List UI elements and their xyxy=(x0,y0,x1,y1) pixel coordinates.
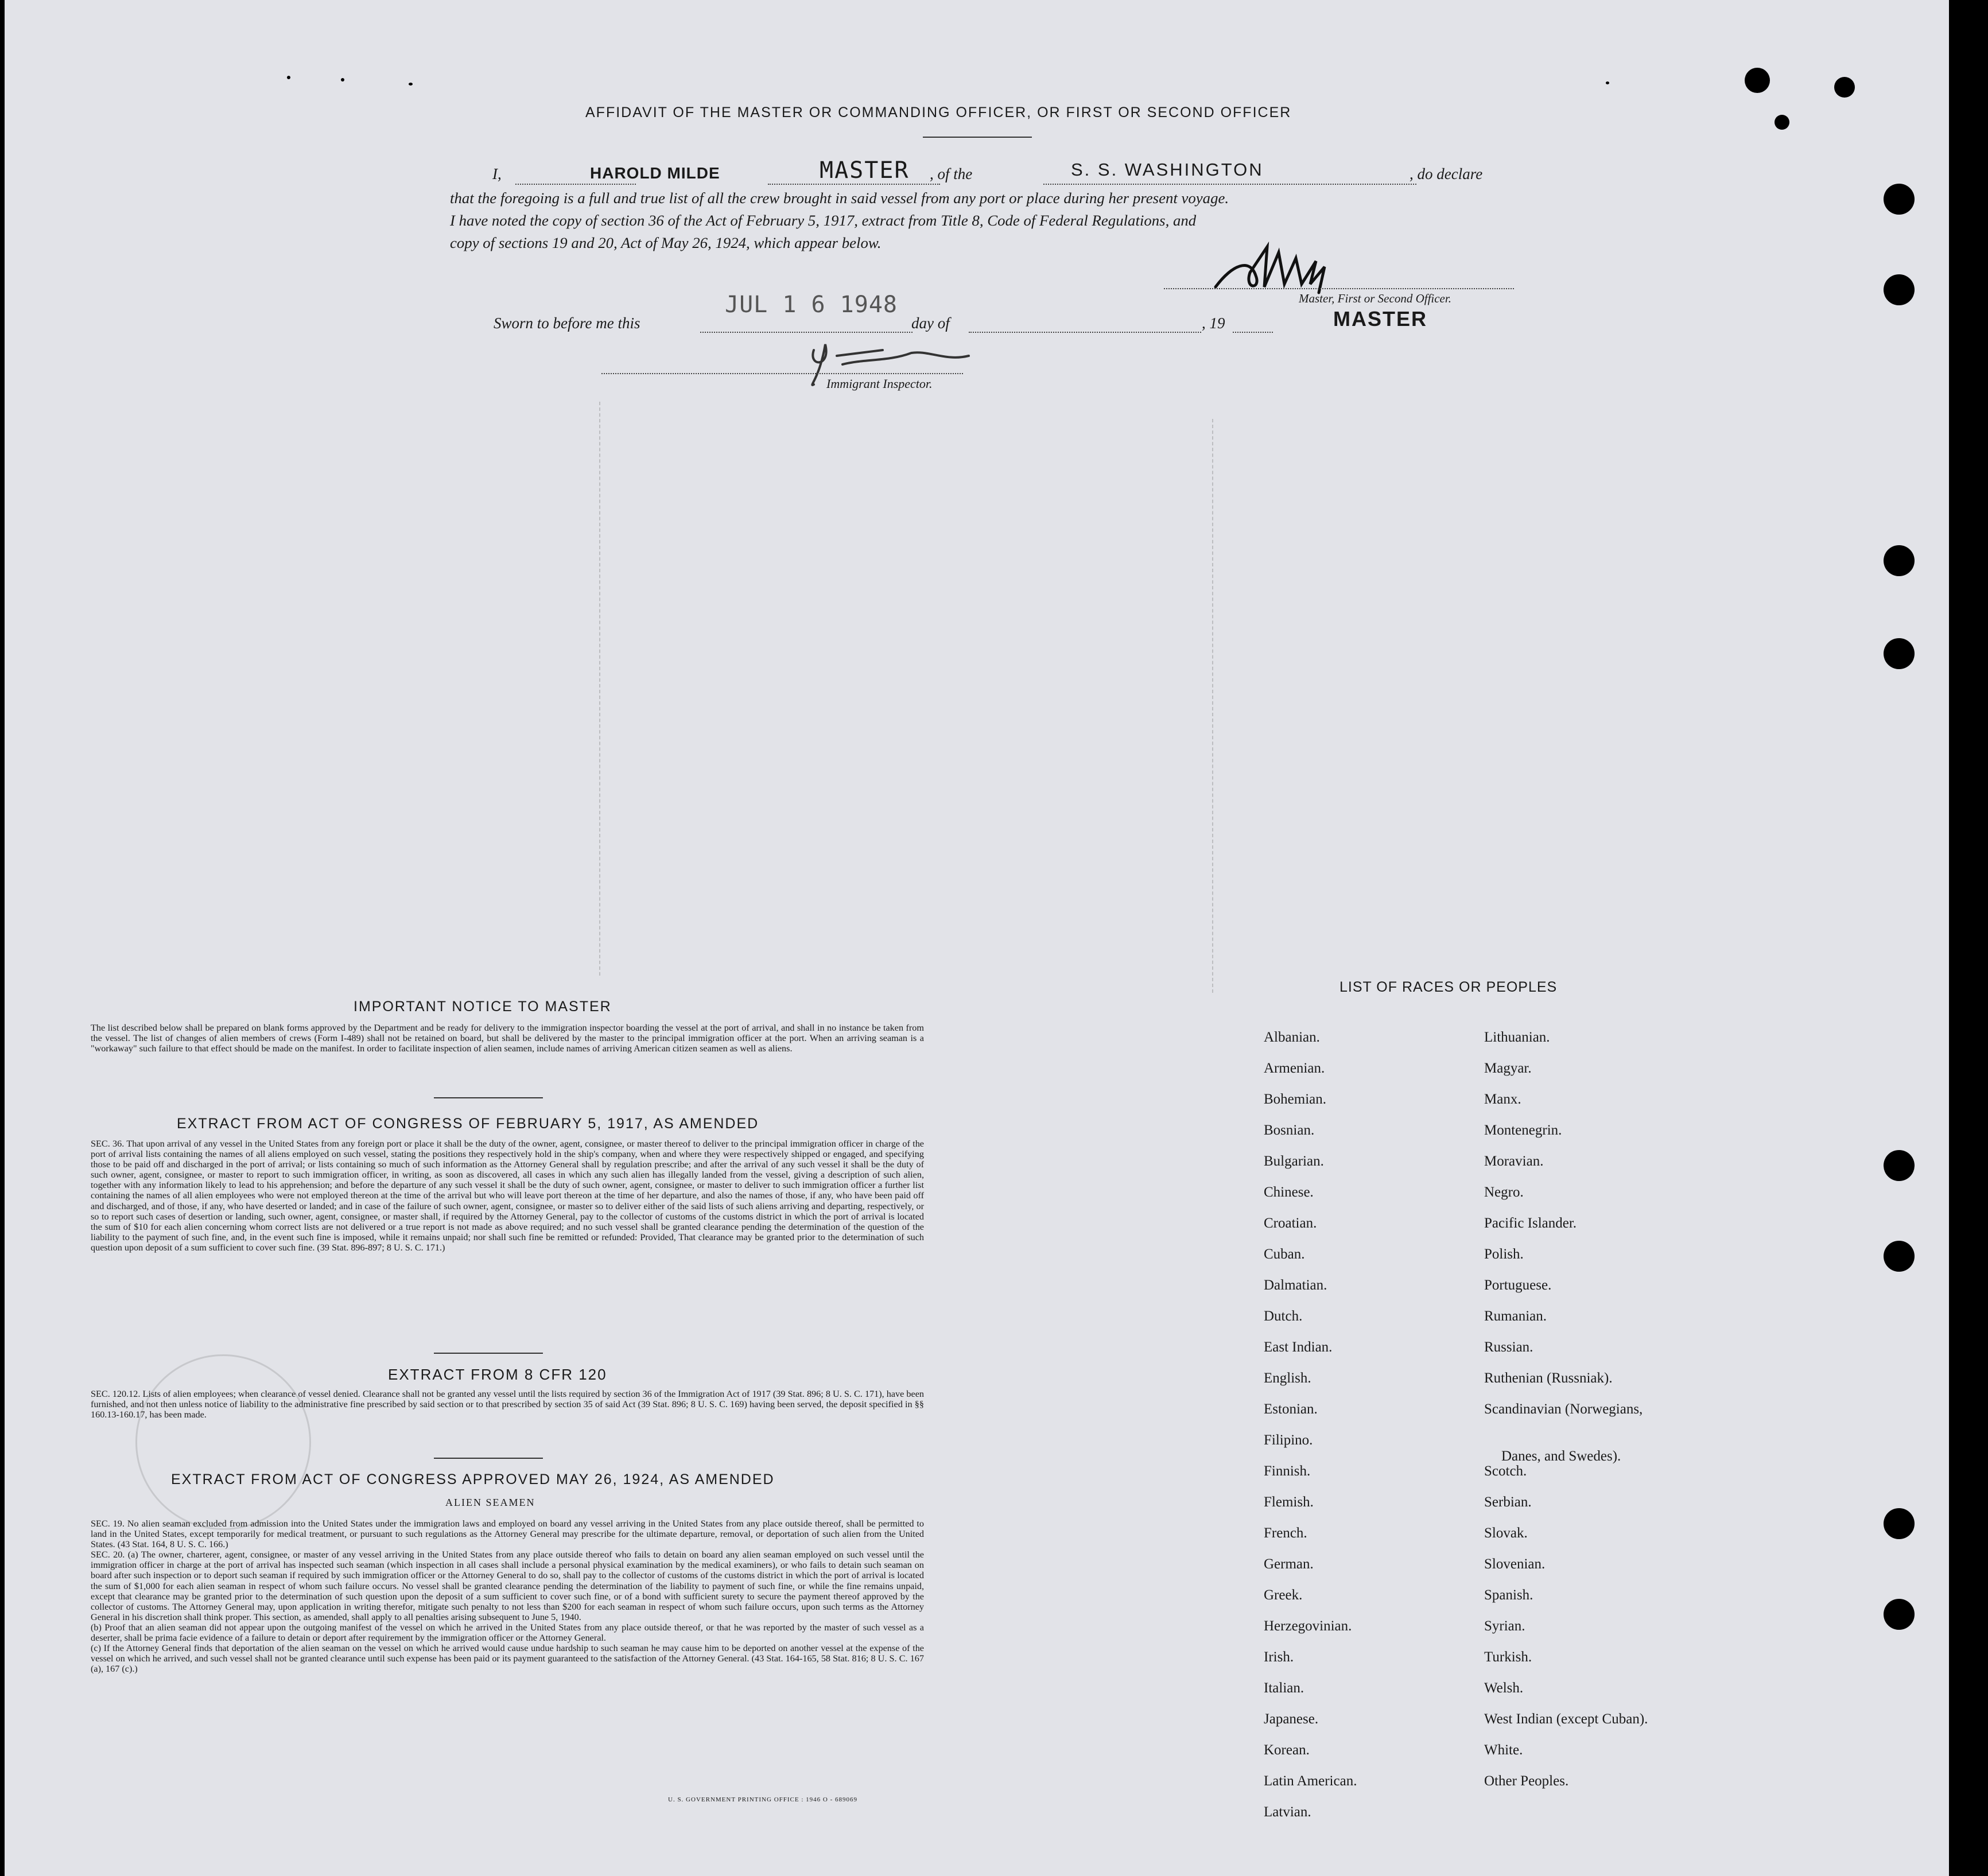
race-item: Ruthenian (Russniak). xyxy=(1484,1370,1613,1386)
race-item: Slovak. xyxy=(1484,1525,1528,1541)
race-item: Bulgarian. xyxy=(1264,1153,1324,1169)
year-line xyxy=(1233,332,1273,333)
sec-20a-text: SEC. 20. (a) The owner, charterer, agent, consignee, or master of any vessel arriving in the United States from any place outside thereof who fails to detain on board any alien seaman employed on such vessel until the immigration officer in charge at the port of arrival has inspected such seaman (which inspection in all cases shall include a personal physical examination by the medical examiners), or who fails to detain such seaman on board after such inspection or to deport such seaman if required by such immigration officer or the Attorney General to do so, shall pay to the collector of customs of the customs district in which the port of arrival is located the sum of $1,000 for each alien seaman in respect of whom such failure occurs. No vessel shall be granted clearance pending the determination of the liability to payment of such fine, or while the fine remains unpaid, except that clearance may be granted prior to the determination of such question upon the deposit of a sum sufficient to cover such fine, or of a bond with sufficient surety to secure the payment thereof approved by the collector of customs. The Attorney General may, upon application in writing therefor, mitigate such penalty to not less than $200 for each seaman in respect of whom such failure occurs, upon such terms as the Attorney General in his discretion shall think proper. This section, as amended, shall apply to all penalties arising subsequent to June 5, 1940. xyxy=(91,1549,924,1622)
speck-3 xyxy=(409,83,413,86)
signature-line xyxy=(1164,288,1514,289)
binder-hole-3 xyxy=(1884,545,1915,576)
day-of-label: day of xyxy=(911,314,950,332)
of-the-label: , of the xyxy=(930,165,973,182)
binder-hole-7 xyxy=(1884,1508,1915,1539)
vessel-name: S. S. WASHINGTON xyxy=(1071,160,1264,180)
title-rule xyxy=(923,137,1032,138)
race-item: Turkish. xyxy=(1484,1649,1532,1665)
race-item: Herzegovinian. xyxy=(1264,1618,1352,1634)
notice-title: IMPORTANT NOTICE TO MASTER xyxy=(354,999,612,1015)
race-item: Japanese. xyxy=(1264,1711,1319,1727)
races-left-column xyxy=(1264,1030,1470,1833)
race-item: Latin American. xyxy=(1264,1773,1357,1789)
extract-1924-text xyxy=(91,1518,924,1674)
race-item: Filipino. xyxy=(1264,1432,1313,1448)
faint-stamp xyxy=(135,1354,311,1530)
race-item: Estonian. xyxy=(1264,1401,1318,1417)
race-item: Bohemian. xyxy=(1264,1092,1327,1107)
binder-hole-1 xyxy=(1884,184,1915,215)
race-item: Portuguese. xyxy=(1484,1277,1552,1293)
blot-2 xyxy=(1775,115,1789,130)
race-item: Serbian. xyxy=(1484,1494,1532,1510)
affidavit-line-2: that the foregoing is a full and true list of all the crew brought in said vessel from any port or place during her present voyage. xyxy=(450,189,1229,207)
race-item: English. xyxy=(1264,1370,1311,1386)
race-item: Pacific Islander. xyxy=(1484,1215,1577,1231)
race-item: East Indian. xyxy=(1264,1339,1333,1355)
year-prefix: , 19 xyxy=(1202,314,1225,332)
race-item: Dutch. xyxy=(1264,1308,1303,1324)
speck-1 xyxy=(287,76,290,79)
binder-hole-5 xyxy=(1884,1150,1915,1181)
extract-1917-rule xyxy=(434,1353,543,1354)
binder-hole-8 xyxy=(1884,1599,1915,1630)
race-item: Scandinavian (Norwegians, xyxy=(1484,1401,1643,1417)
extract-cfr-title: EXTRACT FROM 8 CFR 120 xyxy=(388,1366,607,1383)
notice-text: The list described below shall be prepared on blank forms approved by the Department and be ready for delivery to the immigration inspector boarding the vessel at the port of arrival, and shall in no instance be taken from the vessel. The list of changes of alien members of crews (Form I-489) shall not be retained on board, but shall be delivered by the master to the principal immigration officer at the port. When an arriving seaman is a "workaway" such failure to that effect should be made on the manifest. In order to facilitate inspection of alien seamen, include names of arriving American citizen seamen as well as aliens. xyxy=(91,1023,924,1054)
rank-line xyxy=(768,184,940,185)
officer-title: MASTER xyxy=(1333,307,1427,331)
inspector-line xyxy=(601,373,963,374)
speck-2 xyxy=(341,78,344,81)
race-item: Negro. xyxy=(1484,1184,1524,1200)
alien-seamen-subtitle: ALIEN SEAMEN xyxy=(445,1497,535,1508)
race-item: West Indian (except Cuban). xyxy=(1484,1711,1648,1727)
race-item: Latvian. xyxy=(1264,1804,1311,1820)
race-item: Dalmatian. xyxy=(1264,1277,1327,1293)
race-item: Irish. xyxy=(1264,1649,1294,1665)
master-name: HAROLD MILDE xyxy=(590,164,720,182)
scan-margin xyxy=(1949,0,1988,1876)
race-item: Magyar. xyxy=(1484,1061,1532,1076)
race-item: Montenegrin. xyxy=(1484,1123,1562,1138)
sworn-prefix: Sworn to before me this xyxy=(494,314,640,332)
race-item: Croatian. xyxy=(1264,1215,1317,1231)
extract-1924-title: EXTRACT FROM ACT OF CONGRESS APPROVED MAY 26, 1924, AS AMENDED xyxy=(171,1471,775,1487)
sec-20b-text: (b) Proof that an alien seaman did not appear upon the outgoing manifest of the vessel on which he arrived in the United States from any place outside thereof, or that he was reported by the master of such vessel as a deserter, shall be prima facie evidence of a failure to detain or deport after requirement by the immigration officer or the Attorney General. xyxy=(91,1622,924,1644)
column-guide-right xyxy=(1212,419,1214,993)
speck-4 xyxy=(1606,81,1609,84)
master-signature xyxy=(1210,241,1382,298)
race-item: Bosnian. xyxy=(1264,1123,1315,1138)
race-item: Russian. xyxy=(1484,1339,1533,1355)
affidavit-line-4: copy of sections 19 and 20, Act of May 26, 1924, which appear below. xyxy=(450,234,882,251)
race-item: Manx. xyxy=(1484,1092,1521,1107)
race-item: Albanian. xyxy=(1264,1030,1320,1045)
affidavit-title: AFFIDAVIT OF THE MASTER OR COMMANDING OFFICER, OR FIRST OR SECOND OFFICER xyxy=(585,104,1292,121)
name-line xyxy=(515,184,636,185)
race-item: Finnish. xyxy=(1264,1463,1311,1479)
blot-3 xyxy=(1834,77,1855,98)
race-item: French. xyxy=(1264,1525,1307,1541)
races-title: LIST OF RACES OR PEOPLES xyxy=(1339,979,1558,995)
race-item: Chinese. xyxy=(1264,1184,1314,1200)
column-guide-left xyxy=(599,402,601,976)
extract-1917-title: EXTRACT FROM ACT OF CONGRESS OF FEBRUARY 5, 1917, AS AMENDED xyxy=(177,1116,759,1132)
officer-caption: Master, First or Second Officer. xyxy=(1299,292,1451,305)
race-item: Rumanian. xyxy=(1484,1308,1547,1324)
race-item: Other Peoples. xyxy=(1484,1773,1569,1789)
vessel-line xyxy=(1043,184,1416,185)
race-item: Slovenian. xyxy=(1484,1556,1546,1572)
extract-1917-text: SEC. 36. That upon arrival of any vessel in the United States from any foreign port or place it shall be the duty of the owner, agent, consignee, or master thereof to deliver to the principal immigration officer in charge of the port of arrival lists containing the names of all aliens employed on such vessel, stating the positions they respectively hold in the ship's company, when and where they were respectively shipped or engaged, and specifying those to be paid off and discharged in the port of arrival; or lists containing so much of such information as the Attorney General shall by regulation prescribe; and after the arrival of any such vessel it shall be the duty of such owner, agent, consignee, or master to report to such immigration officer, in writing, as soon as discovered, all cases in which any such alien has illegally landed from the vessel, giving a description of such alien, together with any information likely to lead to his apprehension; and before the departure of any such vessel it shall be the duty of such owner, agent, consignee, or master to deliver to such immigration officer a further list containing the names of all alien employees who were not employed thereon at the time of the arrival but who will leave port thereon at the time of her departure, and also the names of those, if any, who have been paid off and discharged, and of those, if any, who have deserted or landed; and in case of the failure of such owner, agent, consignee, or master so to deliver either of the said lists of such aliens arriving and departing, respectively, or so to report such cases of desertion or landing, such owner, agent, consignee, or master shall, if required by the Attorney General, pay to the collector of customs of the customs district in which the port of arrival is located the sum of $10 for each alien concerning whom correct lists are not delivered or a true report is not made as above required; and no such vessel shall be granted clearance pending the determination of the question of the liability to the payment of such fine, and, in the event such fine is imposed, while it remains unpaid; nor shall such fine be remitted or refunded: Provided, That clearance may be granted prior to the determination of such question upon deposit of a sum sufficient to cover such fine. (39 Stat. 896-897; 8 U. S. C. 171.) xyxy=(91,1139,924,1253)
race-item: Spanish. xyxy=(1484,1587,1533,1603)
race-item: White. xyxy=(1484,1742,1523,1758)
race-item: Italian. xyxy=(1264,1680,1304,1696)
month-line xyxy=(969,332,1201,333)
sec-20c-text: (c) If the Attorney General finds that deportation of the alien seaman on the vessel on which he arrived would cause undue hardship to such seaman he may cause him to be deported on another vessel at the expense of the vessel on which he arrived, and such vessel shall not be granted clearance until such expense has been paid or its payment guaranteed to the satisfaction of the Attorney General. (43 Stat. 164-165, 58 Stat. 816; 8 U. S. C. 167 (a), 167 (c).) xyxy=(91,1643,924,1675)
printer-line: U. S. GOVERNMENT PRINTING OFFICE : 1946 O - 689069 xyxy=(668,1796,858,1803)
binder-hole-4 xyxy=(1884,638,1915,669)
form-page xyxy=(5,0,1949,1876)
rank-handwritten: MASTER xyxy=(820,157,910,184)
race-item: Moravian. xyxy=(1484,1153,1544,1169)
inspector-caption: Immigrant Inspector. xyxy=(826,376,933,391)
affidavit-i: I, xyxy=(492,165,502,182)
race-item: Lithuanian. xyxy=(1484,1030,1550,1045)
extract-cfr-rule xyxy=(434,1458,543,1459)
race-item: Korean. xyxy=(1264,1742,1310,1758)
race-item: Armenian. xyxy=(1264,1061,1325,1076)
sec-19-text: SEC. 19. No alien seaman excluded from admission into the United States under the immigration laws and employed on board any vessel arriving in the United States from any place outside thereof, shall be permitted to land in the United States, except temporarily for medical treatment, or pursuant to such regulations as the Attorney General may prescribe for the ultimate departure, removal, or deportation of such alien from the United States. (43 Stat. 164, 8 U. S. C. 166.) xyxy=(91,1518,924,1550)
affidavit-line-3: I have noted the copy of section 36 of the Act of February 5, 1917, extract from Title 8, Code of Federal Regulations, and xyxy=(450,212,1197,229)
race-item: Welsh. xyxy=(1484,1680,1524,1696)
race-item: Polish. xyxy=(1484,1246,1524,1262)
extract-cfr-text: SEC. 120.12. Lists of alien employees; when clearance of vessel denied. Clearance shall not be granted any vessel until the lists required by section 36 of the Immigration Act of 1917 (39 Stat. 896; 8 U. S. C. 171), have been furnished, and not then unless notice of liability to the administrative fine prescribed by said section or to that prescribed by section 35 of said Act (39 Stat. 896; 8 U. S. C. 169) having been served, the deposit specified in §§ 160.13-160.17, has been made. xyxy=(91,1389,924,1420)
race-item: German. xyxy=(1264,1556,1314,1572)
date-stamp: JUL 1 6 1948 xyxy=(725,292,898,318)
do-declare-label: , do declare xyxy=(1410,165,1483,182)
blot-1 xyxy=(1745,68,1770,93)
race-item: Flemish. xyxy=(1264,1494,1314,1510)
race-item: Scotch. xyxy=(1484,1463,1527,1479)
race-item: Cuban. xyxy=(1264,1246,1305,1262)
race-item: Syrian. xyxy=(1484,1618,1525,1634)
race-item: Danes, and Swedes). xyxy=(1501,1448,1621,1464)
race-item: Greek. xyxy=(1264,1587,1303,1603)
notice-rule xyxy=(434,1097,543,1098)
binder-hole-2 xyxy=(1884,274,1915,305)
races-right-column xyxy=(1484,1030,1805,1833)
binder-hole-6 xyxy=(1884,1241,1915,1272)
